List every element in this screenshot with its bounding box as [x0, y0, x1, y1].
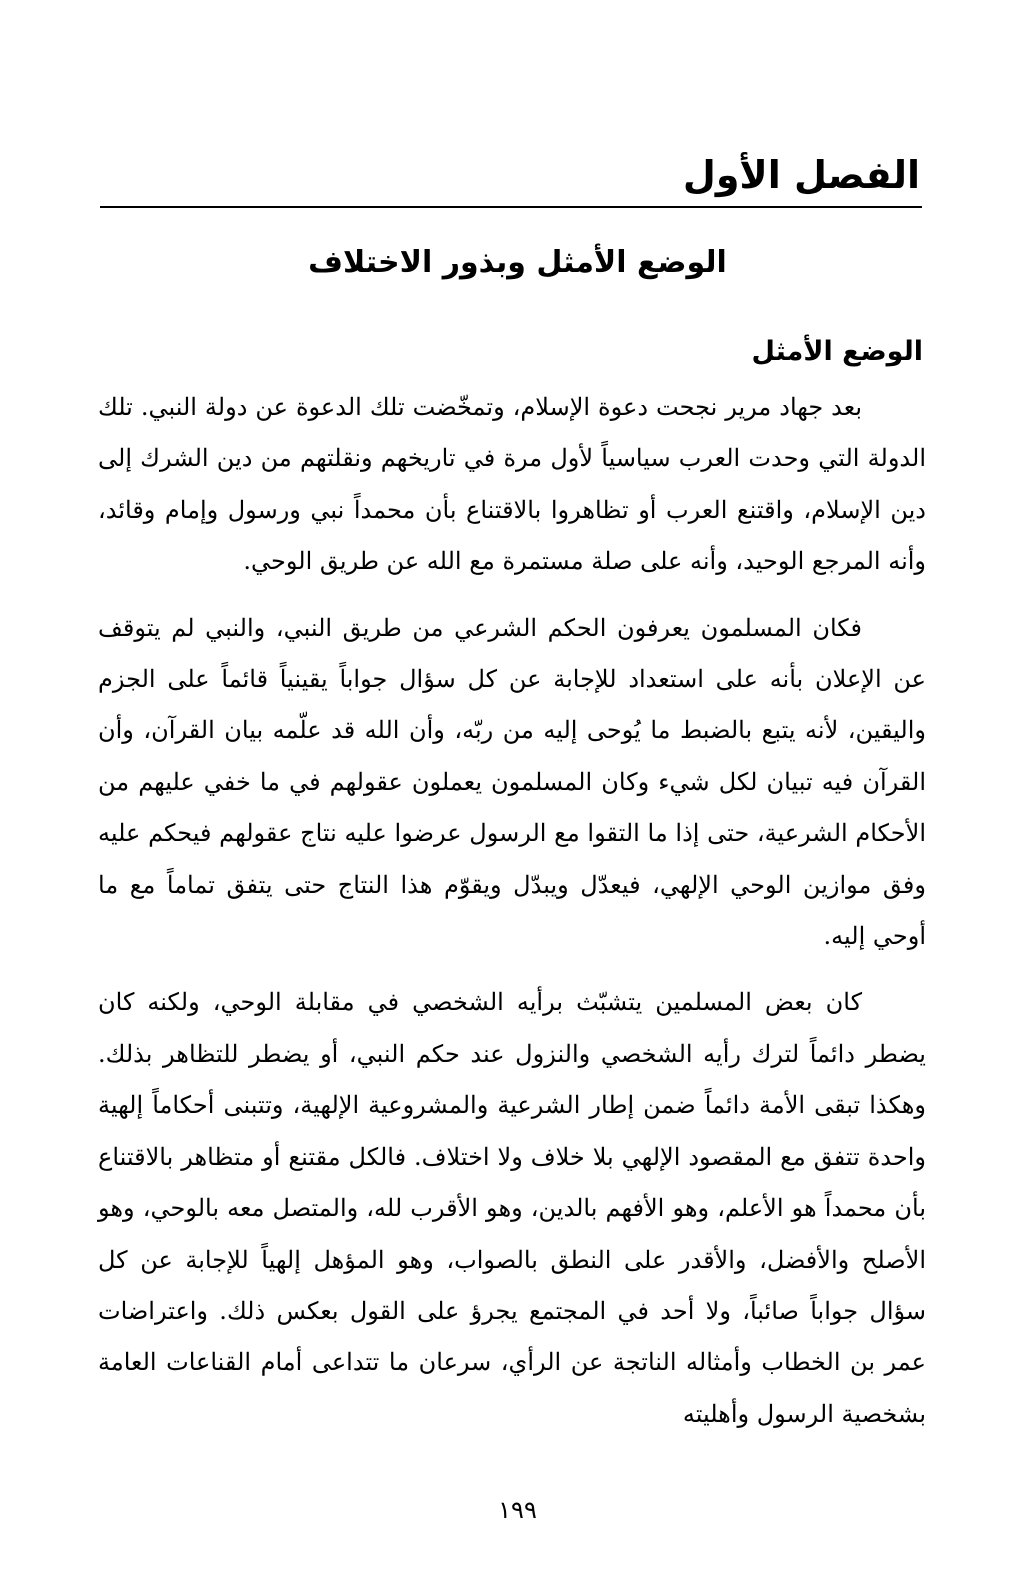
paragraph: كان بعض المسلمين يتشبّث برأيه الشخصي في مقابلة الوحي، ولكنه كان يضطر دائماً لترك رأيه الشخصي والنزول عند حكم النبي، أو يضطر للتظاهر بذلك. وهكذا تبقى الأمة دائماً ضمن إطار الشرعية والمشروعية الإلهية، وتتبنى أحكاماً إلهية واحدة تتفق مع المقصود الإلهي بلا خلاف ولا اختلاف. فالكل مقتنع أو متظاهر بالاقتناع بأن محمداً هو الأعلم، وهو الأفهم بالدين، وهو الأقرب لله، والمتصل معه بالوحي، وهو الأصلح والأفضل، والأقدر على النطق بالصواب، وهو المؤهل إلهياً للإجابة عن كل سؤال جواباً صائباً، ولا أحد في المجتمع يجرؤ على القول بعكس ذلك. واعتراضات عمر بن الخطاب وأمثاله الناتجة عن الرأي، سرعان ما تتداعى أمام القناعات العامة بشخصية الرسول وأهليته [98, 988, 926, 1428]
page-number: ١٩٩ [498, 1496, 537, 1524]
chapter-title: الفصل الأول [682, 153, 920, 197]
header-divider [100, 206, 922, 208]
article-title: الوضع الأمثل وبذور الاختلاف [308, 245, 727, 280]
paragraph: فكان المسلمون يعرفون الحكم الشرعي من طريق النبي، والنبي لم يتوقف عن الإعلان بأنه على استعداد للإجابة عن كل سؤال جواباً يقينياً قائماً على الجزم واليقين، لأنه يتبع بالضبط ما يُوحى إليه من ربّه، وأن الله قد علّمه بيان القرآن، وأن القرآن فيه تبيان لكل شيء وكان المسلمون يعملون عقولهم في ما خفي عليهم من الأحكام الشرعية، حتى إذا ما التقوا مع الرسول عرضوا عليه نتاج عقولهم فيحكم عليه وفق موازين الوحي الإلهي، فيعدّل ويبدّل ويقوّم هذا النتاج حتى يتفق تماماً مع ما أوحي إليه. [98, 613, 926, 951]
paragraph: بعد جهاد مرير نجحت دعوة الإسلام، وتمخّضت تلك الدعوة عن دولة النبي. تلك الدولة التي وحدت العرب سياسياً لأول مرة في تاريخهم ونقلتهم من دين الشرك إلى دين الإسلام، واقتنع العرب أو تظاهروا بالاقتناع بأن محمداً نبي ورسول وإمام وقائد، وأنه المرجع الوحيد، وأنه على صلة مستمرة مع الله عن طريق الوحي. [98, 393, 926, 576]
body-text [98, 382, 926, 1455]
section-heading: الوضع الأمثل [751, 336, 923, 367]
